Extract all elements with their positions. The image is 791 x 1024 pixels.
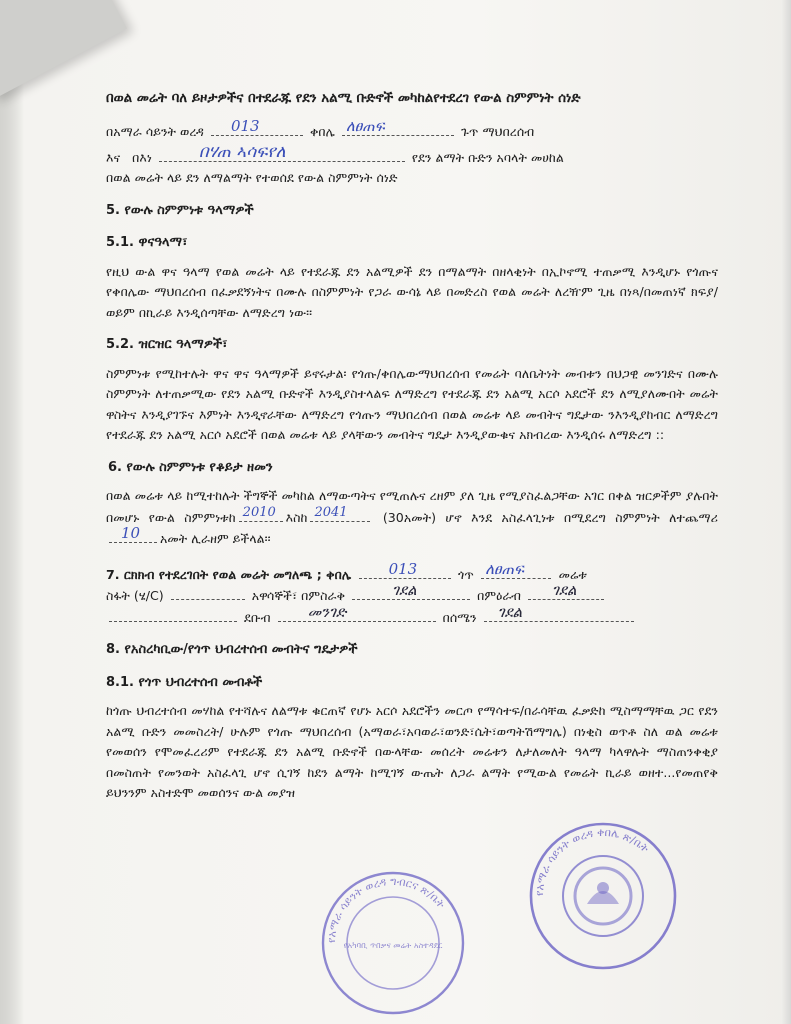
section-7-line-3 [106,602,718,629]
extra-years-handwritten: 10 [121,524,141,542]
section-7-line-2 [106,581,718,607]
community-label: ጉጥ ማህበረሰብ [461,124,535,139]
kebele-handwritten: ለፀጠፍ [346,117,385,135]
leader-fill [159,141,405,162]
svg-text:የአማራ ሳይንት ወረዳ ግብርና ጽ/ቤት [325,875,448,943]
leader-handwritten: በሃጠ ኣሳፍየለ [198,141,286,162]
parties-line-2 [106,141,718,169]
south-fill [278,602,436,622]
svg-text:የአማራ ሳይንት ወረዳ ቀበሌ ጽ/ቤት [533,826,652,896]
land-label: መሬቱ [558,566,588,582]
kebele-label: ቀበሌ [309,124,335,139]
north-label: በሰሜን [442,609,477,625]
left-stamp-inner-text: የአካባቢ ጥበቃና መሬት አስተዳደር [343,941,443,950]
blank-fill [109,607,237,622]
group-members-label: የደን ልማት ቡድን አባላት መሀከል [411,149,564,165]
south-label: ደቡብ [244,609,271,625]
north-handwritten: ገደል [497,602,523,621]
section-5-1-heading: 5.1. ዋናዓላማ፣ [106,235,188,250]
document-body [106,88,718,810]
section-7-heading: 7. ርክክብ የተደረገበት የወል መሬት መግለጫ ; ቀበሌ [106,566,352,582]
parties-line-3: በወል መሬት ላይ ደን ለማልማት የተወሰደ የውል ስምምነት ሰነድ [106,170,398,185]
left-stamp-seal [318,868,468,1018]
and-label: እና [106,149,121,165]
extra-years-fill [109,524,157,543]
from-year-fill [239,504,283,522]
west-handwritten: ገደል [552,581,577,599]
section-8-1-heading: 8.1. የጎጥ ህብረተሰብ መብቶች [106,674,263,690]
got-handwritten: ለፀጠፍ [485,559,524,578]
woreda-fill [211,117,303,136]
section-6-text-c: (30አመት) ሆኖ እንደ አስፈላጊነቱ በሚደረግ ስምምነት ለተጨማሪ [382,509,718,525]
document-title: በወል መሬት ባለ ይዞታዎችና በተደራጁ የደን አልሚ ቡድኖች መካከልየተደረገ የውል ስምምነት ሰነድ [106,91,581,106]
west-fill [528,581,604,600]
section-6-text-a: በወል መሬቱ ላይ ከሚተከሉት ችግኞች መካከል ለማውጣትና የሚጠሉና ረዘም ያለ ጊዜ የሚያስፈልጋቸው አገር በቀል ዝርዎችም ያሉበት በመሆኑ የውል ስምምነቱከ [106,488,718,525]
led-by-label: በእነ [132,149,152,165]
left-official-stamp [318,868,468,1018]
west-label: በምዕራብ [477,588,521,603]
east-fill [352,581,470,600]
section-5-2-text: ስምምነቱ የሚከተሉት ዋና ዋና ዓላማዎች ይኖሩታል፡ የጎጡ/ቀበሌውማህበረሰብ የመሬት ባለቤትነት መብቱን በህጋዊ መንገድና በሙሉ ስምምነት ለተጠቃሚው የደን አልሚ ቡድኖች እንዲያስተላልፍ ለማድረግ የተደራጁ ደን አልሚ አርሶ አደሮች ደን ለሚያለሙበት መሬት ዋስትና እንዲያገኙና እምነት እንዲኖራቸው ለማድረግ የጎጡን ማህበረሰብ በወል መሬቱ ላይ መብትና ግዴታው ንእንዲያከብር ለማድረግ የተደራጁ ደን አልሚ አርሶ አደሮች በወል መሬቱ ላይ ያላቸውን መብትና ግዴታ እንዲያውቁና አክብረው እንዲሰሩ ለማድረግ :: [106,365,718,442]
section-6-text-d: አመት ሊራዘም ይችላል፡፡ [160,531,271,546]
s7-kebele-handwritten: 013 [388,559,418,578]
east-handwritten: ገደል [392,581,417,599]
area-fill [171,585,245,600]
section-6-heading: 6. የውሉ ስምምነቱ የቆይታ ዘመን [108,459,273,475]
right-stamp-seal [525,818,681,974]
south-handwritten: መንገድ [307,602,347,621]
from-year-handwritten: 2010 [242,504,276,520]
section-8-1-text: ከጎጡ ህብረተሰብ መሃከል የተሻሉና ለልማቱ ቁርጠኛ የሆኑ አርሶ አደሮችን መርጦ የማሳተፍ/በራሳቸዉ ፈቃድከ ሚስማማቸዉ ጋር የደን አልሚ ቡድን መመስረት/ ሁሉም የጎጡ ማህበረሰብ (አማወራ፣አባወራ፣ወንድ፣ሴት፣ወጣትሽማግሌ) በነቂስ ወጥቶ ስለ ወል መሬቱ የመወሰን የሞመፈረሪም የተደራጁ ደን አልሚ ቡድኖች በውላቸው መሰረት መሬቱን ለታለመለት ዓላማ ካላዋሉት ማስጠንቀቂያ በመስጠት የመንወት አስፈላጊ ሆኖ ሲገኝ ከደን ልማት ከሚገኝ ውጤት ለጋራ ልማት የሚውል የመሬት ኪራይ ወዘተ...የመጠየቅ ይህንንም አስተድሞ መወሰንና ውል መያዝ [106,703,718,800]
scan-edge-right [781,0,791,1024]
scan-shadow-left [0,0,24,1024]
parties-line-1 [106,117,718,143]
woreda-handwritten: 013 [230,117,260,135]
section-5-1-text: የዚህ ውል ዋና ዓላማ የወል መሬት ላይ የተደራጁ ደን አልሚዎች ደን በማልማት በዘላቂነት በኢኮኖሚ ተጠቃሚ እንዲሆኑ የጎጡና የቀበሌው ማህበረሰብ በፈቃደኝነትና በሙሉ በስምምነት የጋራ ውሳኔ ላይ በመድረስ የወል መሬት ለረዥም ጊዜ በነጻ/በመጠነኛ ክፍያ/ ወይም በኪራይ እንዲሰጣቸው ለማድረግ ነው፡፡ [106,263,718,320]
section-6-text [106,486,718,550]
until-label: እስከ [285,509,308,525]
section-8-heading: 8. የአስረካቢው/የጎጥ ህብረተሰብ መብትና ግዴታዎች [106,642,358,657]
section-5-heading: 5. የውሉ ስምምነቱ ዓላማዎች [106,202,254,218]
folded-corner [0,0,127,99]
kebele-fill [342,117,454,136]
woreda-label: በአማራ ሳይንት ወረዳ [106,124,204,139]
s7-kebele-fill [359,559,451,579]
left-stamp-outer-text: የአማራ ሳይንት ወረዳ ግብርና ጽ/ቤት [324,874,448,944]
area-label: ስፋት (ሄ/C) [106,588,164,603]
to-year-fill [310,504,370,522]
got-fill [481,559,551,579]
right-stamp-outer-text: የአማራ ሳይንት ወረዳ ቀበሌ ጽ/ቤት [532,825,652,897]
to-year-handwritten: 2041 [314,504,348,520]
got-label: ጎጥ [457,566,474,582]
section-5-2-heading: 5.2. ዝርዝር ዓላማዎች፣ [106,337,228,352]
east-label: አዋሳኞች፣ በምስራቅ [251,588,346,603]
right-official-stamp [525,818,681,974]
north-fill [484,602,634,622]
